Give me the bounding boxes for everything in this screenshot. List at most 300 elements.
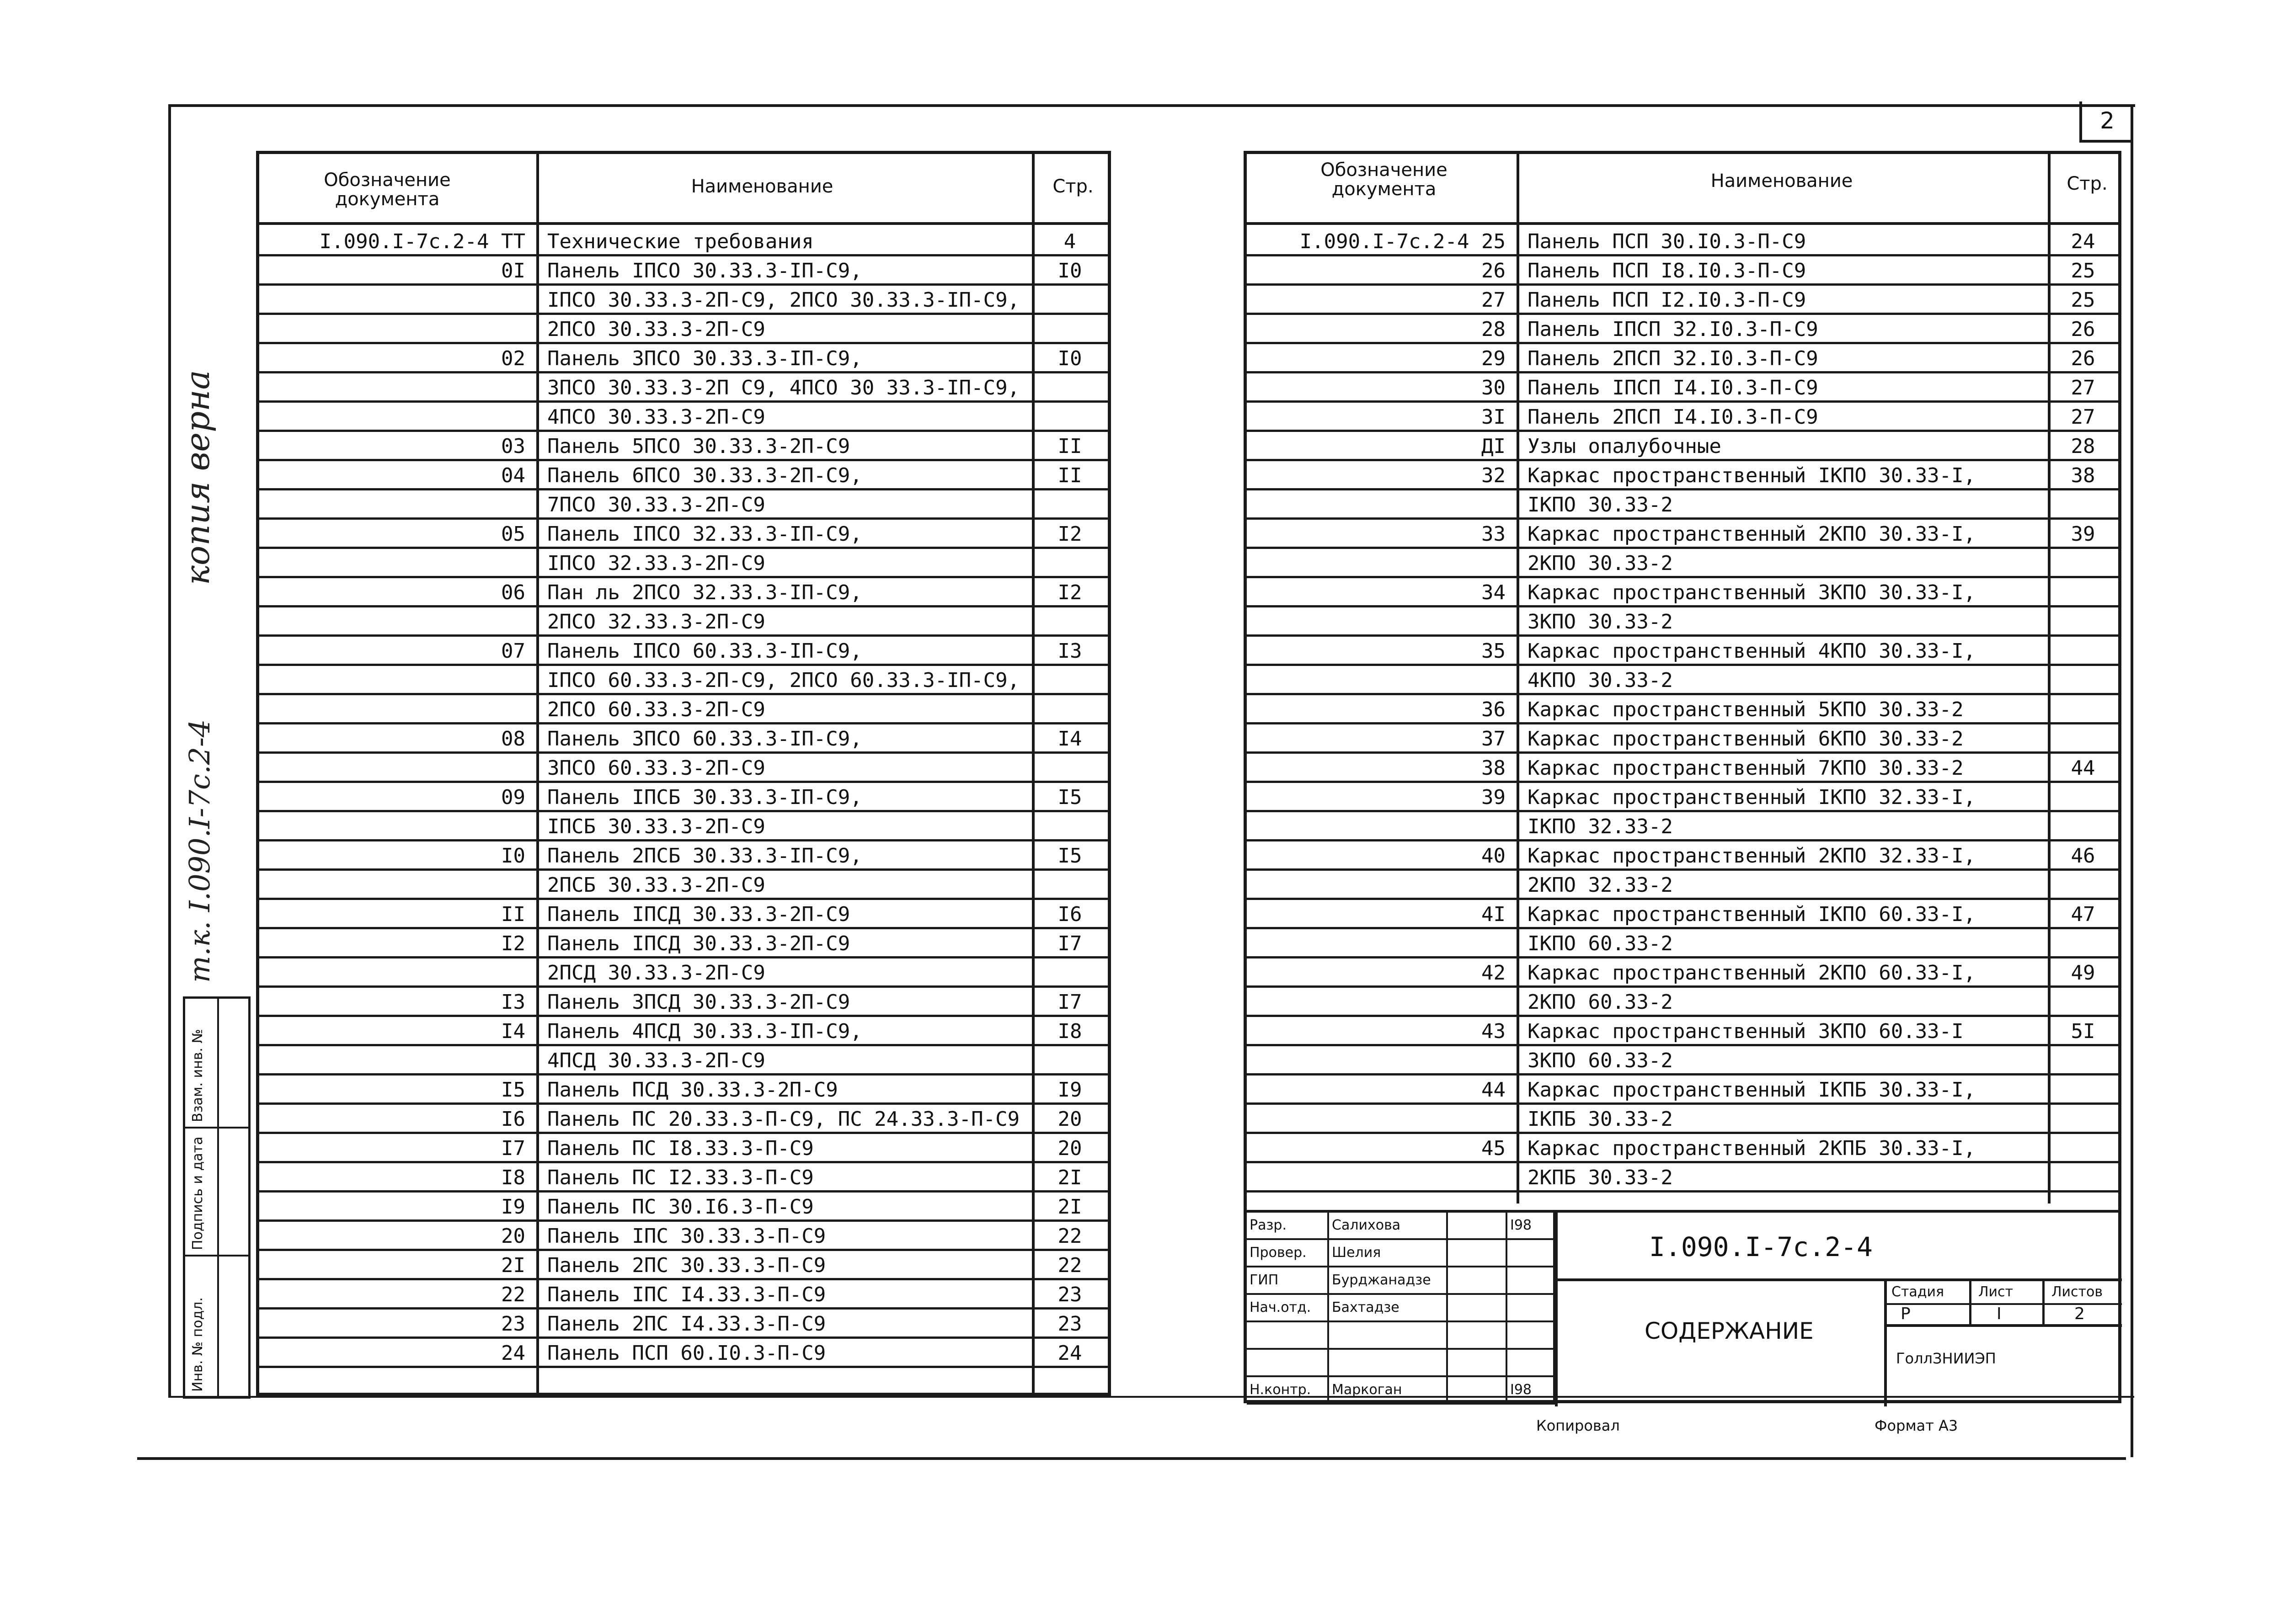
row-name: Панель IПСД 30.33.3-2П-С9 [547, 932, 850, 955]
row-name: 4ПСО 30.33.3-2П-С9 [547, 405, 765, 429]
row-page: II [1058, 435, 1082, 458]
row-name: Панель IПСП 32.I0.3-П-С9 [1528, 318, 1818, 341]
table-row [259, 1310, 1108, 1339]
stamp-signer-row [1247, 1295, 1555, 1322]
row-name: Панель ПСП I2.I0.3-П-С9 [1528, 288, 1806, 312]
row-code [1247, 871, 1517, 900]
row-page: 25 [2071, 288, 2095, 312]
row-name: 2ПСО 60.33.3-2П-С9 [547, 698, 765, 721]
stamp-sheet-value: I [1997, 1306, 2002, 1322]
row-name: 2КПО 30.33-2 [1528, 552, 1673, 575]
left-header-name: Наименование [691, 176, 833, 197]
row-page [2048, 1134, 2118, 1163]
stamp-signer-name: Бурджанадзе [1329, 1267, 1448, 1293]
stamp-stage-cell [1887, 1281, 2122, 1406]
stamp-organization: ГоллЗНИИЭП [1896, 1350, 1996, 1367]
row-code [1247, 607, 1517, 637]
row-name: Панель ПС 30.I6.3-П-С9 [547, 1195, 814, 1219]
table-row [259, 1046, 1108, 1076]
table-row [1247, 783, 2118, 812]
row-code [259, 666, 536, 695]
table-row [1247, 812, 2118, 841]
row-code: 34 [1481, 581, 1506, 604]
table-row [259, 286, 1108, 315]
binding-label-signature: Подпись и дата [190, 1136, 206, 1250]
row-name: 2КПБ 30.33-2 [1528, 1166, 1673, 1189]
row-page [2048, 1105, 2118, 1134]
row-code: I5 [501, 1078, 525, 1102]
right-header-page: Стр. [2067, 173, 2108, 194]
row-code [1247, 812, 1517, 841]
row-page: 25 [2071, 259, 2095, 282]
table-row [259, 227, 1108, 256]
row-name: Панель 2ПСБ 30.33.3-IП-С9, [547, 844, 862, 868]
row-code [259, 286, 536, 315]
stamp-signer-date [1507, 1350, 1555, 1375]
table-row [259, 1017, 1108, 1046]
row-page: 24 [1058, 1342, 1082, 1365]
table-row [1247, 520, 2118, 549]
row-page: I2 [1058, 522, 1082, 546]
table-row [1247, 286, 2118, 315]
row-code: 33 [1481, 522, 1506, 546]
row-name: Панель ПСД 30.33.3-2П-С9 [547, 1078, 838, 1102]
row-code: 23 [501, 1312, 525, 1336]
row-code: 02 [501, 347, 525, 370]
table-row [1247, 724, 2118, 754]
row-code: 05 [501, 522, 525, 546]
table-row [1247, 1163, 2118, 1193]
table-row [259, 1105, 1108, 1134]
table-row [259, 578, 1108, 607]
row-page: 26 [2071, 318, 2095, 341]
row-name: Панель IПСП I4.I0.3-П-С9 [1528, 376, 1818, 399]
table-row [259, 432, 1108, 461]
row-code: 3I [1481, 405, 1506, 429]
frame-left [168, 104, 171, 1398]
row-page [2048, 666, 2118, 695]
row-code: 2I [501, 1254, 525, 1277]
left-header-page: Стр. [1052, 176, 1094, 197]
row-page [2048, 549, 2118, 578]
row-code [1247, 666, 1517, 695]
row-code [1247, 549, 1517, 578]
row-page [1032, 871, 1108, 900]
row-code: 28 [1481, 318, 1506, 341]
table-row [1247, 227, 2118, 256]
table-row [259, 900, 1108, 929]
stamp-signer-sign [1448, 1322, 1507, 1348]
table-row [259, 256, 1108, 286]
table-row [259, 315, 1108, 344]
row-code: 26 [1481, 259, 1506, 282]
row-code: 40 [1481, 844, 1506, 868]
row-code: I4 [501, 1020, 525, 1043]
row-code: 35 [1481, 639, 1506, 663]
table-row [259, 373, 1108, 403]
row-code: 09 [501, 786, 525, 809]
row-name: Панель 2ПС I4.33.3-П-С9 [547, 1312, 826, 1336]
table-row [1247, 929, 2118, 958]
table-row [259, 1251, 1108, 1280]
row-name: Панель ПС I8.33.3-П-С9 [547, 1137, 814, 1160]
stamp-document-code: I.090.I-7c.2-4 [1649, 1231, 1873, 1262]
table-row [1247, 666, 2118, 695]
row-code: 08 [501, 727, 525, 751]
row-page: 22 [1058, 1254, 1082, 1277]
row-code: I9 [501, 1195, 525, 1219]
row-name: Панель IПСД 30.33.3-2П-С9 [547, 903, 850, 926]
table-row [1247, 637, 2118, 666]
table-row [1247, 841, 2118, 871]
stamp-signer-date [1507, 1240, 1555, 1266]
table-row [1247, 900, 2118, 929]
row-name: IПСО 32.33.3-2П-С9 [547, 552, 765, 575]
row-page [2048, 929, 2118, 958]
table-row [259, 1193, 1108, 1222]
table-row [259, 841, 1108, 871]
row-page: 20 [1058, 1137, 1082, 1160]
row-code: 27 [1481, 288, 1506, 312]
row-name: IПСБ 30.33.3-2П-С9 [547, 815, 765, 838]
left-header-designation: Обозначение документа [324, 170, 451, 210]
row-page [1032, 812, 1108, 841]
row-code: 45 [1481, 1137, 1506, 1160]
row-page: I7 [1058, 932, 1082, 955]
table-row [259, 754, 1108, 783]
row-name: 3КПО 60.33-2 [1528, 1049, 1673, 1072]
row-page [2048, 578, 2118, 607]
row-page [1032, 1046, 1108, 1076]
row-code [259, 490, 536, 520]
sheet-number-box [2079, 101, 2132, 143]
stamp-signers [1247, 1213, 1558, 1406]
frame-bottom [137, 1457, 2126, 1460]
stamp-signer-date [1507, 1322, 1555, 1348]
row-code: 32 [1481, 464, 1506, 487]
table-row [1247, 315, 2118, 344]
row-page: I2 [1058, 581, 1082, 604]
stamp-signer-role [1247, 1322, 1329, 1348]
stamp-sheet-label: Лист [1978, 1284, 2014, 1300]
table-row [1247, 695, 2118, 724]
table-row [1247, 871, 2118, 900]
table-row [1247, 1046, 2118, 1076]
row-name: Каркас пространственный IКПО 60.33-I, [1528, 903, 1976, 926]
row-name: 2ПСД 30.33.3-2П-С9 [547, 961, 765, 985]
copy-verified-text: копия верна [178, 370, 217, 585]
row-name: Каркас пространственный IКПО 30.33-I, [1528, 464, 1976, 487]
row-name: Каркас пространственный 2КПО 30.33-I, [1528, 522, 1976, 546]
row-code [1247, 929, 1517, 958]
table-row [1247, 490, 2118, 520]
row-code: 20 [501, 1225, 525, 1248]
table-row [1247, 958, 2118, 988]
row-name: Панель 2ПСП I4.I0.3-П-С9 [1528, 405, 1818, 429]
row-name: 2КПО 32.33-2 [1528, 873, 1673, 897]
row-name: Каркас пространственный 3КПО 30.33-I, [1528, 581, 1976, 604]
row-page: 27 [2071, 376, 2095, 399]
table-row [259, 988, 1108, 1017]
stamp-signer-name: Маркоган [1329, 1377, 1448, 1403]
row-code [259, 1046, 536, 1076]
row-name: Пан ль 2ПСО 32.33.3-IП-С9, [547, 581, 862, 604]
row-code [259, 403, 536, 432]
row-code [259, 812, 536, 841]
row-page: 2I [1058, 1166, 1082, 1189]
row-code: I.090.I-7c.2-4 25 [1299, 230, 1506, 253]
row-page [1032, 315, 1108, 344]
row-code [1247, 988, 1517, 1017]
stamp-signer-date [1507, 1295, 1555, 1320]
row-page [2048, 1163, 2118, 1193]
row-name: Панель 3ПСО 60.33.3-IП-С9, [547, 727, 862, 751]
row-name: Панель 3ПСД 30.33.3-2П-С9 [547, 990, 850, 1014]
binding-label-replace: Взам. инв. № [190, 1029, 206, 1122]
row-page: 46 [2071, 844, 2095, 868]
row-name: 2ПСО 30.33.3-2П-С9 [547, 318, 765, 341]
stamp-signer-role [1247, 1350, 1329, 1375]
stamp-signer-date [1507, 1267, 1555, 1293]
table-row [1247, 1076, 2118, 1105]
row-page [2048, 724, 2118, 754]
row-code: 44 [1481, 1078, 1506, 1102]
row-name: Каркас пространственный 5КПО 30.33-2 [1528, 698, 1964, 721]
row-name: Каркас пространственный 6КПО 30.33-2 [1528, 727, 1964, 751]
row-name: Каркас пространственный IКПО 32.33-I, [1528, 786, 1976, 809]
stamp-signer-row [1247, 1267, 1555, 1295]
row-name: Технические требования [547, 230, 814, 253]
row-code: 24 [501, 1342, 525, 1365]
row-page [1032, 695, 1108, 724]
row-name: 3ПСО 60.33.3-2П-С9 [547, 756, 765, 780]
row-page [1032, 549, 1108, 578]
row-page: 44 [2071, 756, 2095, 780]
row-code: 03 [501, 435, 525, 458]
frame-right [2131, 104, 2133, 1457]
stamp-signer-name: Салихова [1329, 1213, 1448, 1238]
row-page: 38 [2071, 464, 2095, 487]
table-row [259, 783, 1108, 812]
row-name: Панель 6ПСО 30.33.3-2П-С9, [547, 464, 862, 487]
table-row [1247, 373, 2118, 403]
row-code [259, 315, 536, 344]
row-name: Панель 5ПСО 30.33.3-2П-С9 [547, 435, 850, 458]
row-code: I0 [501, 844, 525, 868]
row-code [259, 695, 536, 724]
stamp-signer-date: I98 [1507, 1213, 1555, 1238]
row-name: IКПО 60.33-2 [1528, 932, 1673, 955]
row-code: I.090.I-7c.2-4 TT [319, 230, 525, 253]
row-page [2048, 607, 2118, 637]
table-row [259, 1163, 1108, 1193]
row-page: I5 [1058, 786, 1082, 809]
table-row [1247, 1105, 2118, 1134]
row-name: Панель 4ПСД 30.33.3-IП-С9, [547, 1020, 862, 1043]
stamp-signer-row [1247, 1240, 1555, 1267]
stamp-title: СОДЕРЖАНИЕ [1645, 1318, 1814, 1344]
stamp-signer-sign [1448, 1240, 1507, 1266]
table-row [1247, 256, 2118, 286]
stamp-signer-name [1329, 1350, 1448, 1375]
row-code [1247, 1105, 1517, 1134]
row-code: 39 [1481, 786, 1506, 809]
stamp-code-cell [1558, 1213, 2122, 1281]
stamp-signer-row [1247, 1322, 1555, 1350]
right-contents-table [1244, 151, 2121, 1403]
row-page [2048, 637, 2118, 666]
row-page: 23 [1058, 1312, 1082, 1336]
row-name: Каркас пространственный 2КПБ 30.33-I, [1528, 1137, 1976, 1160]
row-code: 43 [1481, 1020, 1506, 1043]
footer-copied: Копировал [1536, 1417, 1620, 1434]
table-row [259, 461, 1108, 490]
table-row [259, 871, 1108, 900]
binding-strip [183, 996, 251, 1399]
row-page: I7 [1058, 990, 1082, 1014]
row-name: IКПО 32.33-2 [1528, 815, 1673, 838]
row-name: Каркас пространственный 7КПО 30.33-2 [1528, 756, 1964, 780]
row-name: IКПБ 30.33-2 [1528, 1108, 1673, 1131]
table-row [1247, 403, 2118, 432]
row-name: Панель IПС I4.33.3-П-С9 [547, 1283, 826, 1306]
table-row [1247, 1017, 2118, 1046]
row-code [259, 754, 536, 783]
table-row [259, 1339, 1108, 1368]
row-page: II [1058, 464, 1082, 487]
row-code: 37 [1481, 727, 1506, 751]
row-page [1032, 666, 1108, 695]
table-row [1247, 461, 2118, 490]
title-block [1247, 1210, 2118, 1406]
row-page [1032, 373, 1108, 403]
table-row [259, 666, 1108, 695]
stamp-sheets-value: 2 [2074, 1306, 2085, 1322]
row-page [1032, 958, 1108, 988]
row-page: I6 [1058, 903, 1082, 926]
row-name: Панель 3ПСО 30.33.3-IП-С9, [547, 347, 862, 370]
stamp-stage-value: Р [1901, 1306, 1911, 1322]
stamp-sheets-label: Листов [2051, 1284, 2103, 1300]
row-code: 22 [501, 1283, 525, 1306]
footer-format: Формат А3 [1875, 1417, 1958, 1434]
row-name: 2КПО 60.33-2 [1528, 990, 1673, 1014]
row-name: IКПО 30.33-2 [1528, 493, 1673, 516]
table-row [259, 812, 1108, 841]
right-header-name: Наименование [1710, 170, 1853, 192]
row-code: 06 [501, 581, 525, 604]
stamp-signer-role: Провер. [1247, 1240, 1329, 1266]
row-page [1032, 754, 1108, 783]
row-page: 27 [2071, 405, 2095, 429]
table-row [1247, 344, 2118, 373]
row-code: I3 [501, 990, 525, 1014]
frame-top [169, 104, 2135, 107]
table-row [259, 929, 1108, 958]
stamp-signer-sign [1448, 1377, 1507, 1403]
table-row [259, 695, 1108, 724]
row-page: 28 [2071, 435, 2095, 458]
row-name: 2ПСБ 30.33.3-2П-С9 [547, 873, 765, 897]
stamp-signer-row [1247, 1350, 1555, 1377]
row-page: I9 [1058, 1078, 1082, 1102]
row-code: I7 [501, 1137, 525, 1160]
row-name: Панель ПС I2.33.3-П-С9 [547, 1166, 814, 1189]
table-row [1247, 549, 2118, 578]
row-name: Панель IПСО 30.33.3-IП-С9, [547, 259, 862, 282]
row-code [259, 958, 536, 988]
stamp-signer-row [1247, 1213, 1555, 1240]
row-code: 38 [1481, 756, 1506, 780]
row-name: 4КПО 30.33-2 [1528, 669, 1673, 692]
row-name: Панель IПС 30.33.3-П-С9 [547, 1225, 826, 1248]
row-page: 39 [2071, 522, 2095, 546]
row-page: I3 [1058, 639, 1082, 663]
row-page [1032, 490, 1108, 520]
table-row [259, 607, 1108, 637]
table-row [259, 958, 1108, 988]
row-page [1032, 403, 1108, 432]
row-page: I0 [1058, 259, 1082, 282]
stamp-signer-name: Бахтадзе [1329, 1295, 1448, 1320]
row-page: 23 [1058, 1283, 1082, 1306]
binding-label-inventory: Инв. № подл. [190, 1297, 206, 1392]
row-page: 24 [2071, 230, 2095, 253]
stamp-signer-role: Нач.отд. [1247, 1295, 1329, 1320]
row-code: 42 [1481, 961, 1506, 985]
row-page [2048, 812, 2118, 841]
table-row [259, 403, 1108, 432]
row-code: I6 [501, 1108, 525, 1131]
row-name: 4ПСД 30.33.3-2П-С9 [547, 1049, 765, 1072]
row-page: 5I [2071, 1020, 2095, 1043]
table-row [259, 637, 1108, 666]
row-name: IПСО 30.33.3-2П-С9, 2ПСО 30.33.3-IП-С9, [547, 288, 1020, 312]
table-row [259, 520, 1108, 549]
row-code [259, 373, 536, 403]
table-row [1247, 754, 2118, 783]
row-name: Каркас пространственный 2КПО 60.33-I, [1528, 961, 1976, 985]
row-name: Каркас пространственный 2КПО 32.33-I, [1528, 844, 1976, 868]
row-page [2048, 1076, 2118, 1105]
series-code-text: т.к. I.090.I-7c.2-4 [183, 719, 216, 983]
row-name: Панель ПСП 60.I0.3-П-С9 [547, 1342, 826, 1365]
row-name: Каркас пространственный IКПБ 30.33-I, [1528, 1078, 1976, 1102]
row-code: 07 [501, 639, 525, 663]
stamp-signer-sign [1448, 1350, 1507, 1375]
stamp-signer-name [1329, 1322, 1448, 1348]
stamp-signer-role: Разр. [1247, 1213, 1329, 1238]
row-name: Панель ПСП I8.I0.3-П-С9 [1528, 259, 1806, 282]
stamp-signer-sign [1448, 1295, 1507, 1320]
right-header-designation: Обозначение документа [1320, 160, 1447, 200]
row-code [1247, 1046, 1517, 1076]
row-page [1032, 286, 1108, 315]
row-name: 7ПСО 30.33.3-2П-С9 [547, 493, 765, 516]
row-page: 4 [1063, 230, 1076, 253]
row-page: 47 [2071, 903, 2095, 926]
row-name: Панель IПСО 60.33.3-IП-С9, [547, 639, 862, 663]
row-name: 3КПО 30.33-2 [1528, 610, 1673, 634]
table-row [1247, 578, 2118, 607]
row-page [2048, 1046, 2118, 1076]
row-code: ДI [1481, 435, 1506, 458]
table-row [259, 1076, 1108, 1105]
row-name: 2ПСО 32.33.3-2П-С9 [547, 610, 765, 634]
row-name: Панель 2ПСП 32.I0.3-П-С9 [1528, 347, 1818, 370]
row-code: I2 [501, 932, 525, 955]
right-table-header [1247, 154, 2118, 225]
